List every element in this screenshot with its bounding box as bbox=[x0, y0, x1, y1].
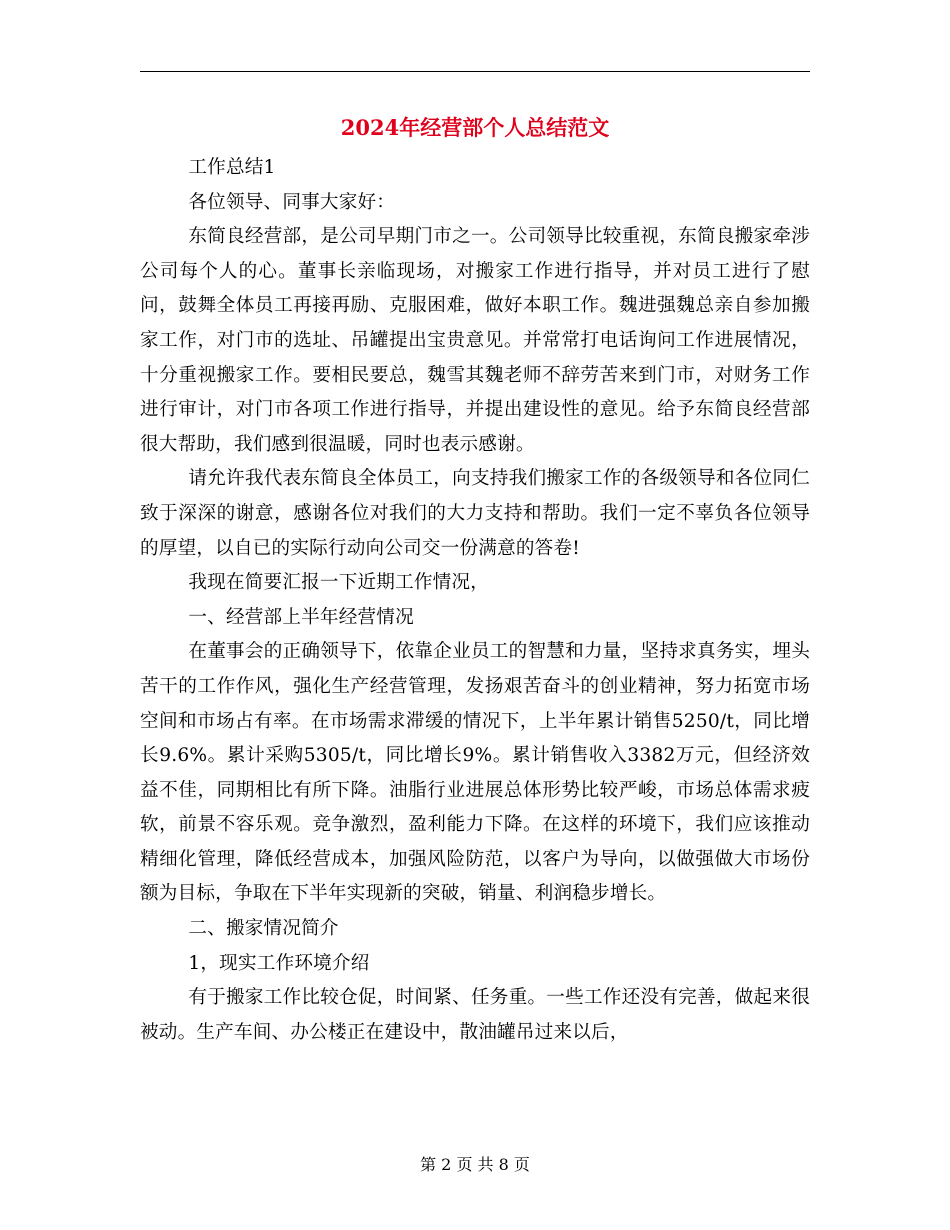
subsection-heading: 1，现实工作环境介绍 bbox=[188, 952, 370, 974]
paragraph: 东简良经营部，是公司早期门市之一。公司领导比较重视，东简良搬家牵涉公司每个人的心。董事长亲临现场，对搬家工作进行指导，并对员工进行了慰问，鼓舞全体员工再接再励、克服困难，做好本职工作。魏进强魏总亲自参加搬家工作，对门市的选址、吊罐提出宝贵意见。并常常打电话询问工作进展情况，十分重视搬家工作。要相民要总，魏雪其魏老师不辞劳苦来到门市，对财务工作进行审计，对门市各项工作进行指导，并提出建设性的意见。给予东简良经营部很大帮助，我们感到很温暖，同时也表示感谢。 bbox=[140, 226, 810, 455]
paragraph: 有于搬家工作比较仓促，时间紧、任务重。一些工作还没有完善，做起来很被动。生产车间、办公楼正在建设中，散油罐吊过来以后， bbox=[140, 987, 810, 1043]
header-rule bbox=[140, 71, 810, 72]
section-heading: 一、经营部上半年经营情况 bbox=[188, 606, 414, 628]
document-title: 2024年经营部个人总结范文 bbox=[340, 115, 610, 140]
section-heading: 二、搬家情况简介 bbox=[188, 918, 339, 940]
paragraph: 请允许我代表东简良全体员工，向支持我们搬家工作的各级领导和各位同仁致于深深的谢意，感谢各位对我们的大力支持和帮助。我们一定不辜负各位领导的厚望，以自已的实际行动向公司交一份满意的答卷! bbox=[140, 468, 810, 559]
paragraph: 我现在简要汇报一下近期工作情况， bbox=[188, 572, 490, 594]
paragraph-greeting: 各位领导、同事大家好： bbox=[188, 191, 396, 213]
document-body bbox=[140, 151, 810, 1050]
paragraph-heading: 工作总结1 bbox=[188, 157, 276, 178]
paragraph: 在董事会的正确领导下，依靠企业员工的智慧和力量，坚持求真务实，埋头苦干的工作作风，强化生产经营管理，发扬艰苦奋斗的创业精神，努力拓宽市场空间和市场占有率。在市场需求滞缓的情况下，上半年累计销售5250/t，同比增长9.6%。累计采购5305/t，同比增长9%。累计销售收入3382万元，但经济效益不佳，同期相比有所下降。油脂行业进展总体形势比较严峻，市场总体需求疲软，前景不容乐观。竞争激烈，盈利能力下降。在这样的环境下，我们应该推动精细化管理，降低经营成本，加强风险防范，以客户为导向，以做强做大市场份额为目标，争取在下半年实现新的突破，销量、利润稳步增长。 bbox=[140, 641, 810, 905]
page-footer: 第 2 页 共 8 页 bbox=[420, 1155, 530, 1174]
